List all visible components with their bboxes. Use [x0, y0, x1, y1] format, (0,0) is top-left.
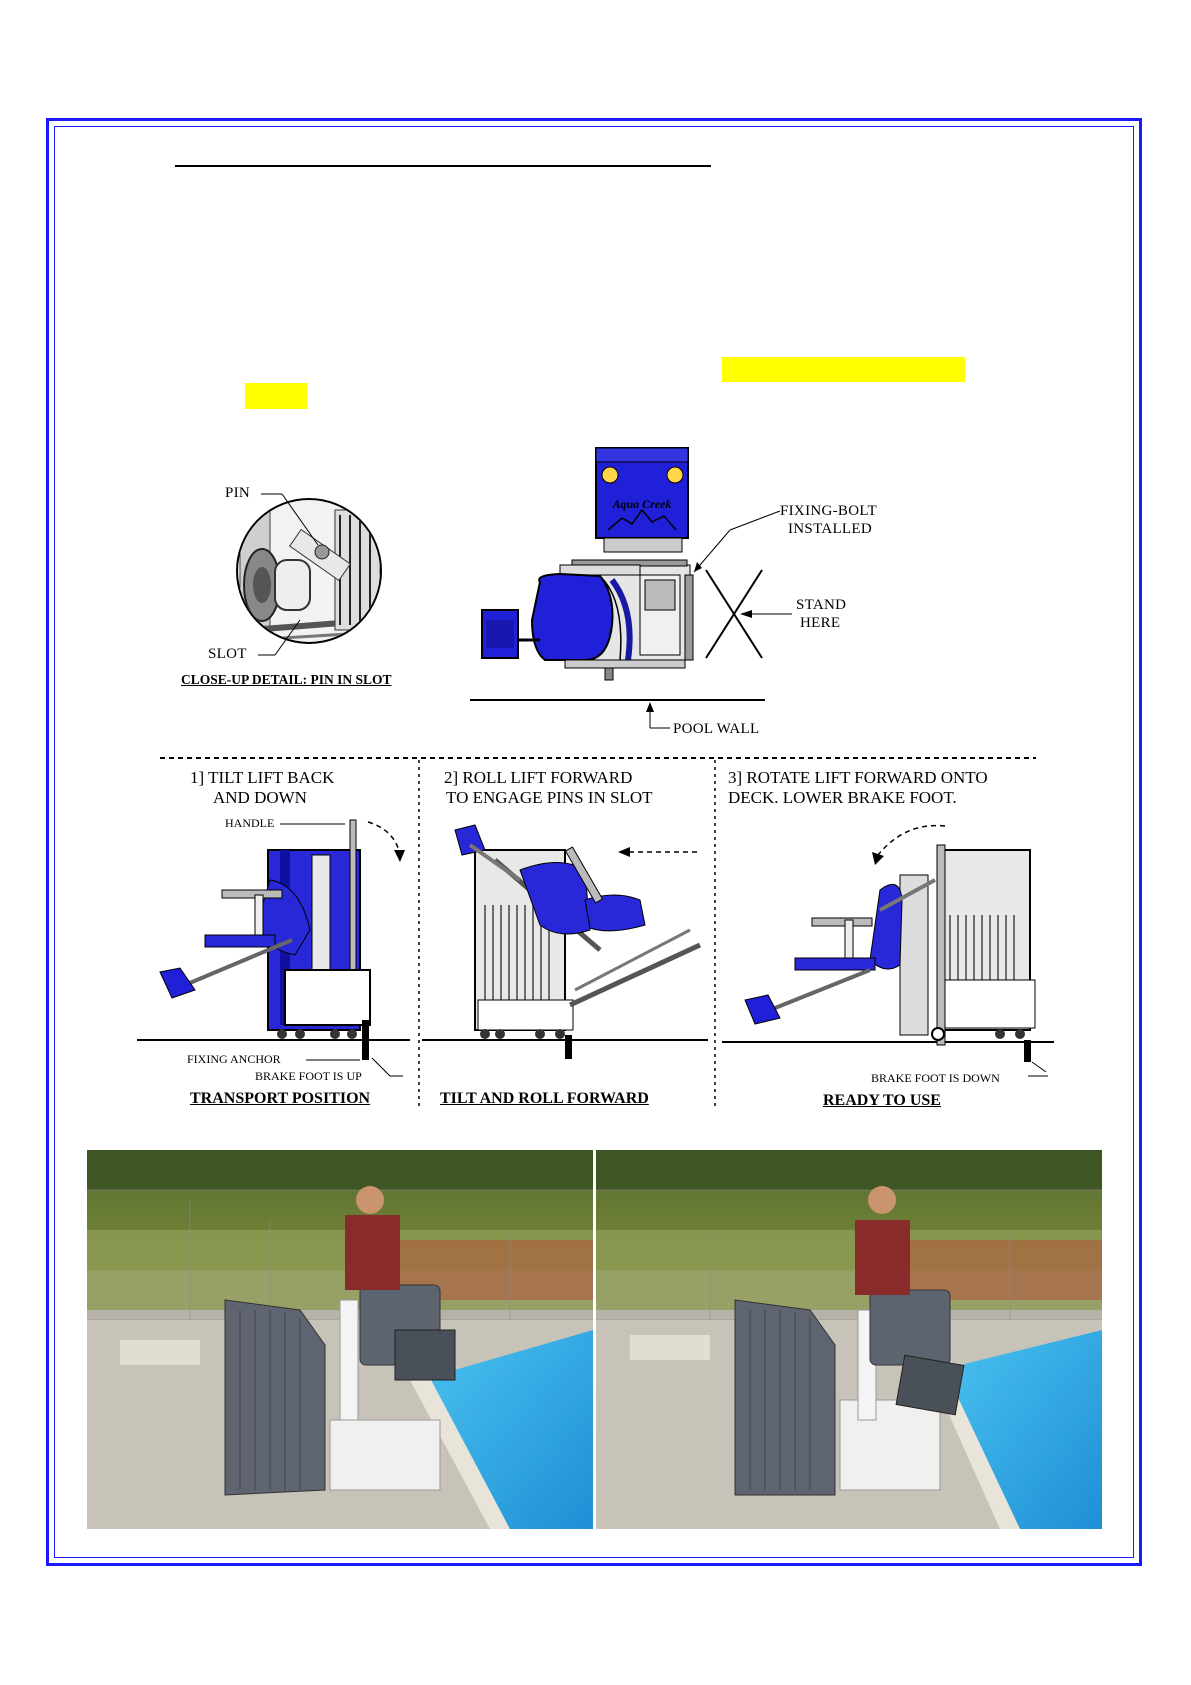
closeup-caption: CLOSE-UP DETAIL: PIN IN SLOT: [181, 672, 392, 687]
stand-here-label-1: STAND: [796, 597, 847, 613]
fixing-bolt-label-2: INSTALLED: [788, 521, 872, 537]
pin-label: PIN: [225, 485, 251, 501]
fixing-anchor-label: FIXING ANCHOR: [187, 1052, 281, 1066]
step1-title-line1: 1] TILT LIFT BACK: [190, 768, 335, 787]
step3-title-line1: 3] ROTATE LIFT FORWARD ONTO: [728, 768, 988, 787]
stand-here-label-2: HERE: [800, 615, 841, 631]
pool-wall-label: POOL WALL: [673, 721, 760, 737]
brake-up-label: BRAKE FOOT IS UP: [255, 1069, 362, 1083]
step1-caption: TRANSPORT POSITION: [190, 1090, 371, 1107]
brake-down-label: BRAKE FOOT IS DOWN: [871, 1071, 1000, 1085]
fixing-bolt-label-1: FIXING-BOLT: [780, 503, 877, 519]
photo-left: [87, 1150, 593, 1529]
slot-label: SLOT: [208, 646, 247, 662]
handle-label: HANDLE: [225, 816, 275, 830]
step2-title-line1: 2] ROLL LIFT FORWARD: [444, 768, 633, 787]
step3-title-line2: DECK. LOWER BRAKE FOOT.: [728, 788, 957, 807]
brand-logo: Aqua Creek: [612, 497, 672, 511]
step3-caption: READY TO USE: [823, 1092, 941, 1109]
step1-title-line2: AND DOWN: [213, 788, 307, 807]
step2-title-line2: TO ENGAGE PINS IN SLOT: [446, 788, 653, 807]
step2-caption: TILT AND ROLL FORWARD: [440, 1090, 649, 1107]
photo-right: [596, 1150, 1102, 1529]
